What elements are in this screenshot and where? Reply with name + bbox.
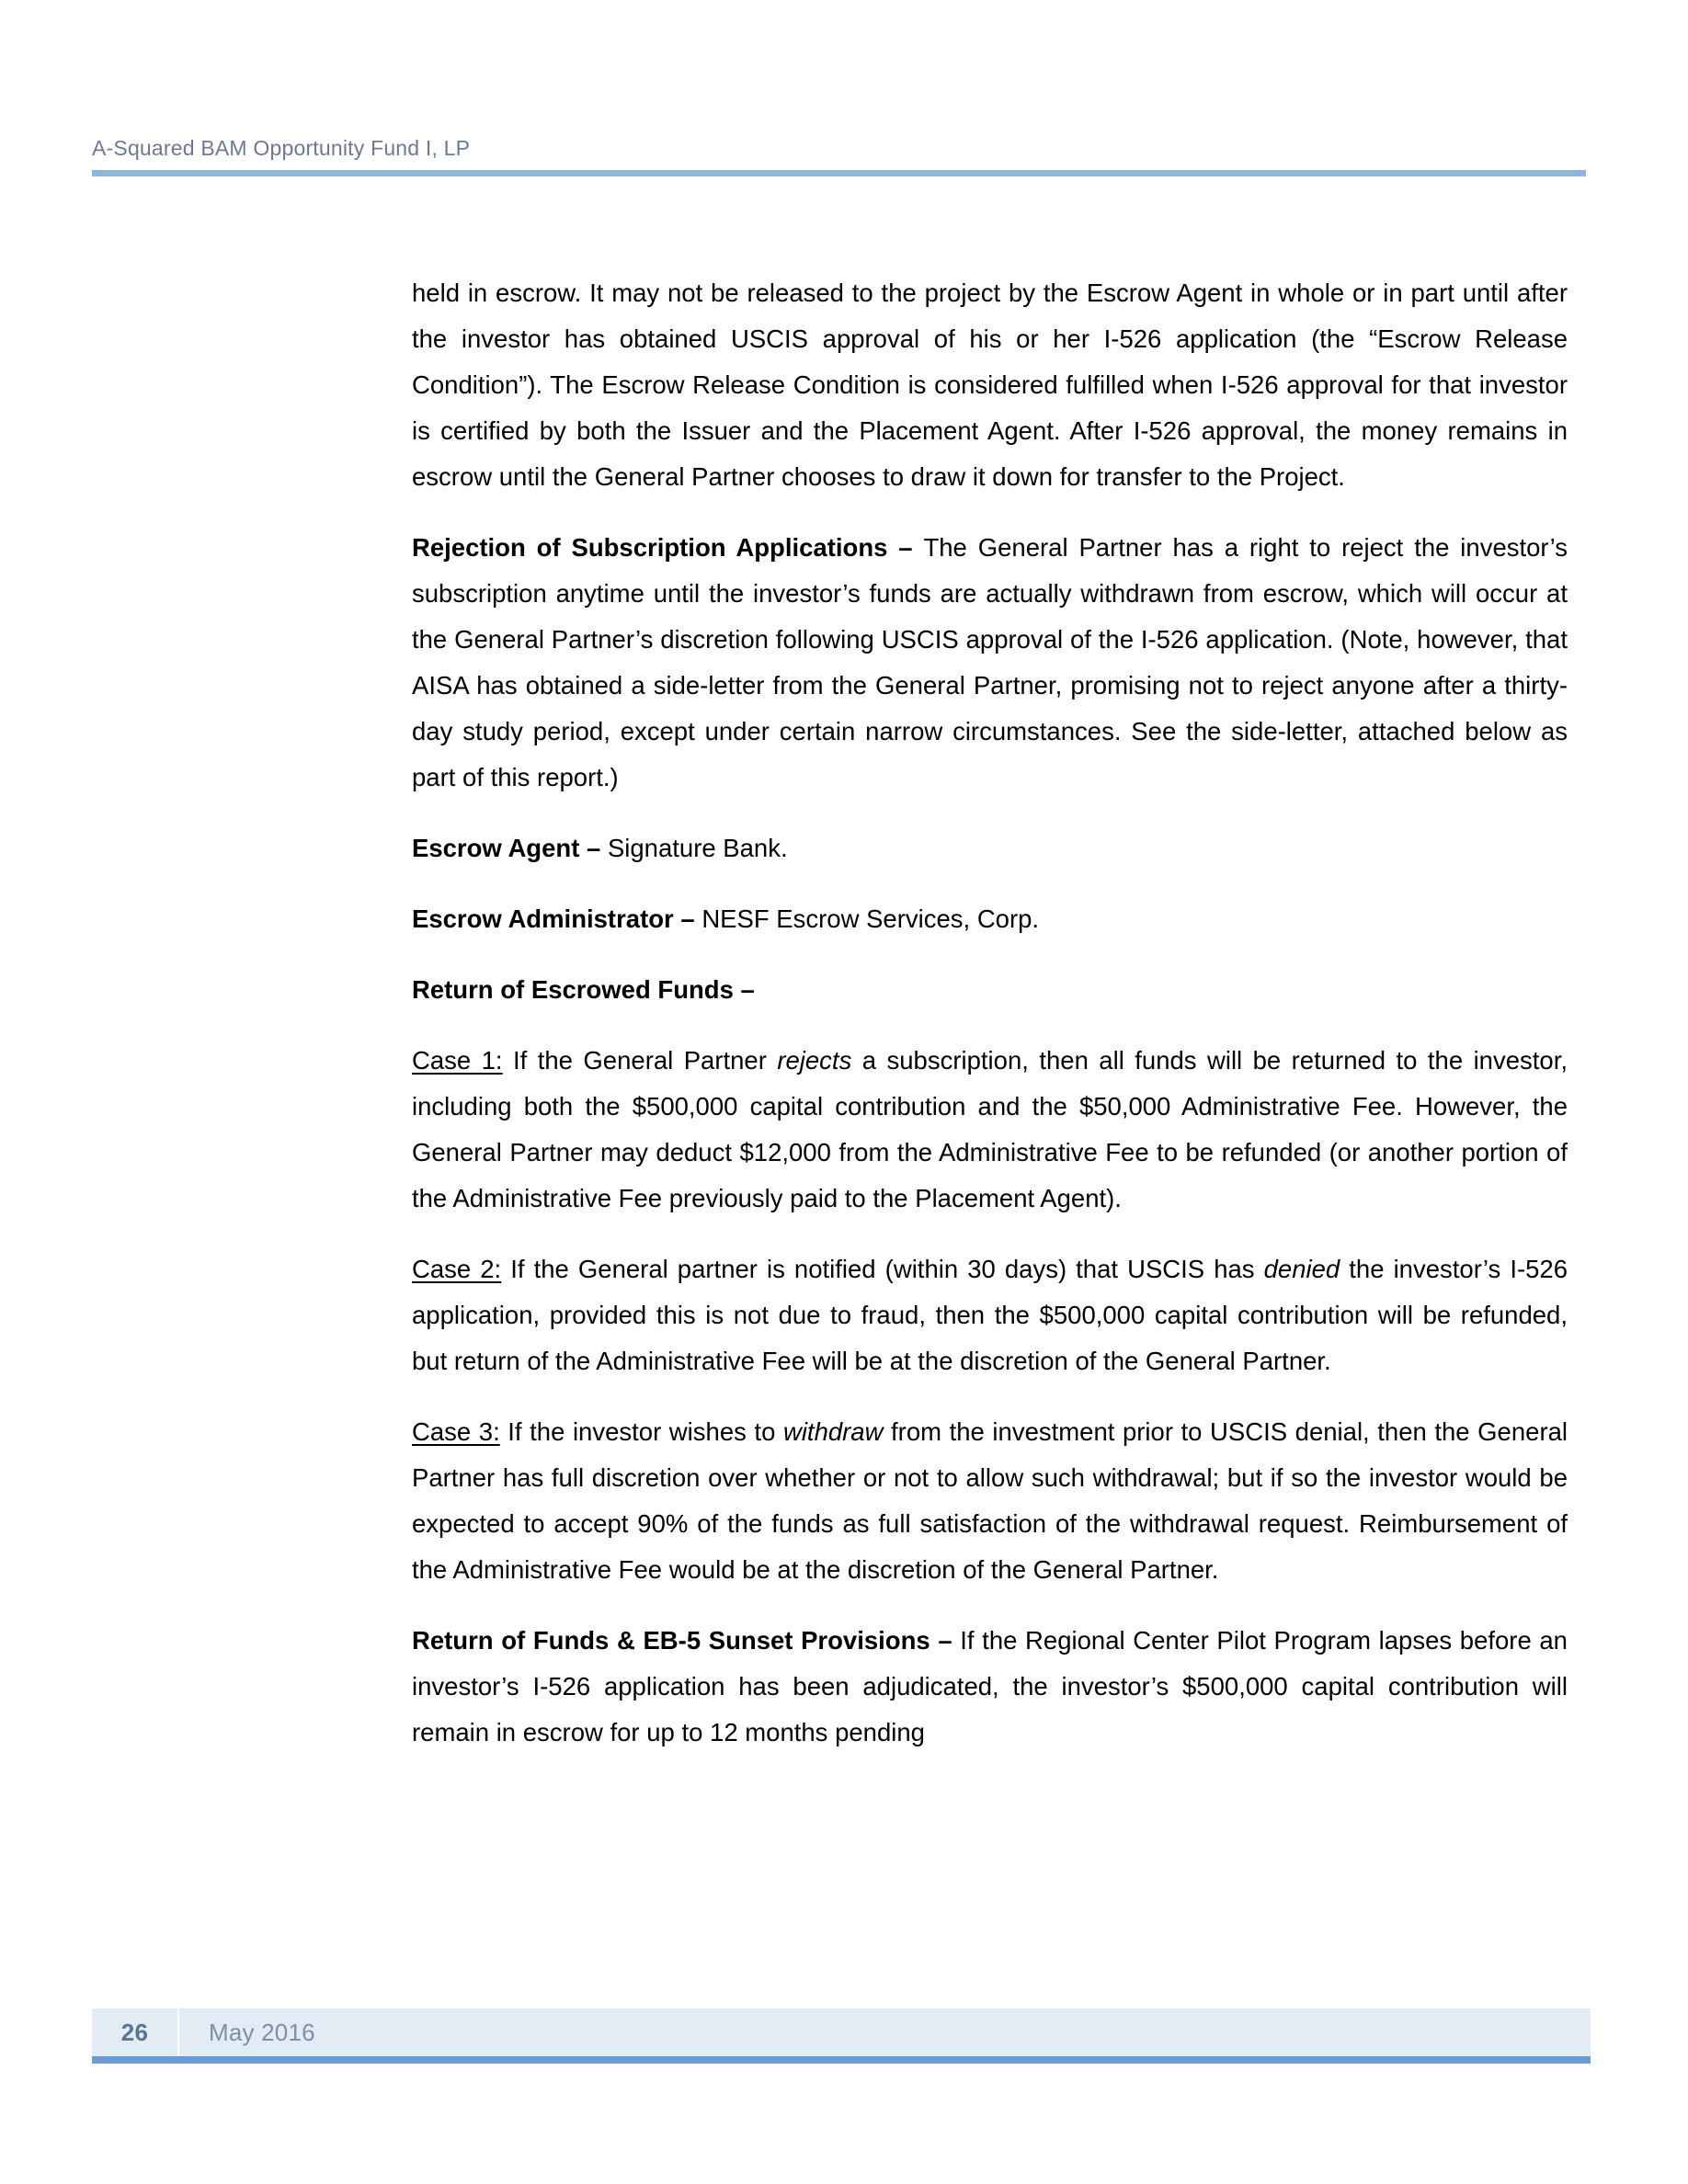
document-body: [412, 270, 1568, 1756]
emphasis-text: rejects: [777, 1046, 852, 1075]
page-footer: [92, 2008, 1591, 2056]
paragraph-text: If the Regional Center Pilot Program lapses before an investor’s I-526 application has been adjudicated, the investor’s $500,000 capital contribution will remain in escrow for up to 12 months pending: [412, 1626, 1568, 1746]
paragraph-case-2: [412, 1246, 1568, 1384]
paragraph-text: The General Partner has a right to reject the investor’s subscription anytime until the investor’s funds are actually withdrawn from escrow, which will occur at the General Partner’s discretion following USCIS approval of the I-526 application. (Note, however, that AISA has obtained a side-letter from the General Partner, promising not to reject anyone after a thirty-day study period, except under certain narrow circumstances. See the side-letter, attached below as part of this report.): [412, 533, 1568, 791]
paragraph-escrow-release: [412, 270, 1568, 500]
paragraph-lead-in: Return of Funds & EB-5 Sunset Provisions –: [412, 1626, 961, 1655]
paragraph-lead-in: Escrow Agent –: [412, 834, 608, 862]
page-header: [92, 136, 1586, 176]
case-label: Case 3:: [412, 1417, 500, 1446]
paragraph-lead-in: Rejection of Subscription Applications –: [412, 533, 924, 562]
paragraph-case-1: [412, 1038, 1568, 1222]
paragraph-lead-in: Escrow Administrator –: [412, 904, 702, 933]
paragraph-text: If the investor wishes to: [499, 1417, 783, 1446]
paragraph-text: Signature Bank.: [607, 834, 788, 862]
case-label: Case 1:: [412, 1046, 503, 1075]
paragraph-case-3: [412, 1409, 1568, 1593]
paragraph-text: held in escrow. It may not be released to the project by the Escrow Agent in whole or in part until after the investor has obtained USCIS approval of his or her I-526 application (the “Escrow Release Condition”). The Escrow Release Condition is considered fulfilled when I-526 approval for that investor is certified by both the Issuer and the Placement Agent. After I-526 approval, the money remains in escrow until the General Partner chooses to draw it down for transfer to the Project.: [412, 279, 1568, 491]
footer-rule: [92, 2056, 1591, 2064]
paragraph-return-of-funds-eb5-sunset-provisions: [412, 1618, 1568, 1756]
paragraph-text: If the General partner is notified (within 30 days) that USCIS has: [501, 1255, 1264, 1283]
paragraph-rejection-of-subscription-applications: [412, 525, 1568, 801]
paragraph-text: If the General Partner: [502, 1046, 778, 1075]
page-number: 26: [120, 2018, 149, 2046]
paragraph-escrow-administrator: [412, 896, 1568, 942]
paragraph-escrow-agent: [412, 825, 1568, 871]
paragraph-text: from the investment prior to USCIS denial, then the General Partner has full discretion over whether or not to allow such withdrawal; but if so the investor would be expected to accept 90% of the funds as full satisfaction of the withdrawal request. Reimbursement of the Administrative Fee would be at the discretion of the General Partner.: [412, 1417, 1568, 1584]
paragraph-text: NESF Escrow Services, Corp.: [701, 904, 1040, 933]
footer-date: May 2016: [209, 2018, 315, 2046]
paragraph-lead-in: Return of Escrowed Funds –: [412, 975, 755, 1004]
emphasis-text: denied: [1263, 1255, 1340, 1283]
header-title: A-Squared BAM Opportunity Fund I, LP: [92, 136, 471, 160]
paragraph-text: the investor’s I-526 application, provided this is not due to fraud, then the $500,000 capital contribution will be refunded, but return of the Administrative Fee will be at the discretion of the General Partner.: [412, 1255, 1568, 1375]
heading-return-of-escrowed-funds: [412, 967, 1568, 1013]
case-label: Case 2:: [412, 1255, 502, 1283]
paragraph-text: a subscription, then all funds will be returned to the investor, including both the $500,000 capital contribution and the $50,000 Administrative Fee. However, the General Partner may deduct $12,000 from the Administrative Fee to be refunded (or another portion of the Administrative Fee previously paid to the Placement Agent).: [412, 1046, 1568, 1212]
header-rule: [92, 170, 1586, 176]
emphasis-text: withdraw: [782, 1417, 884, 1446]
